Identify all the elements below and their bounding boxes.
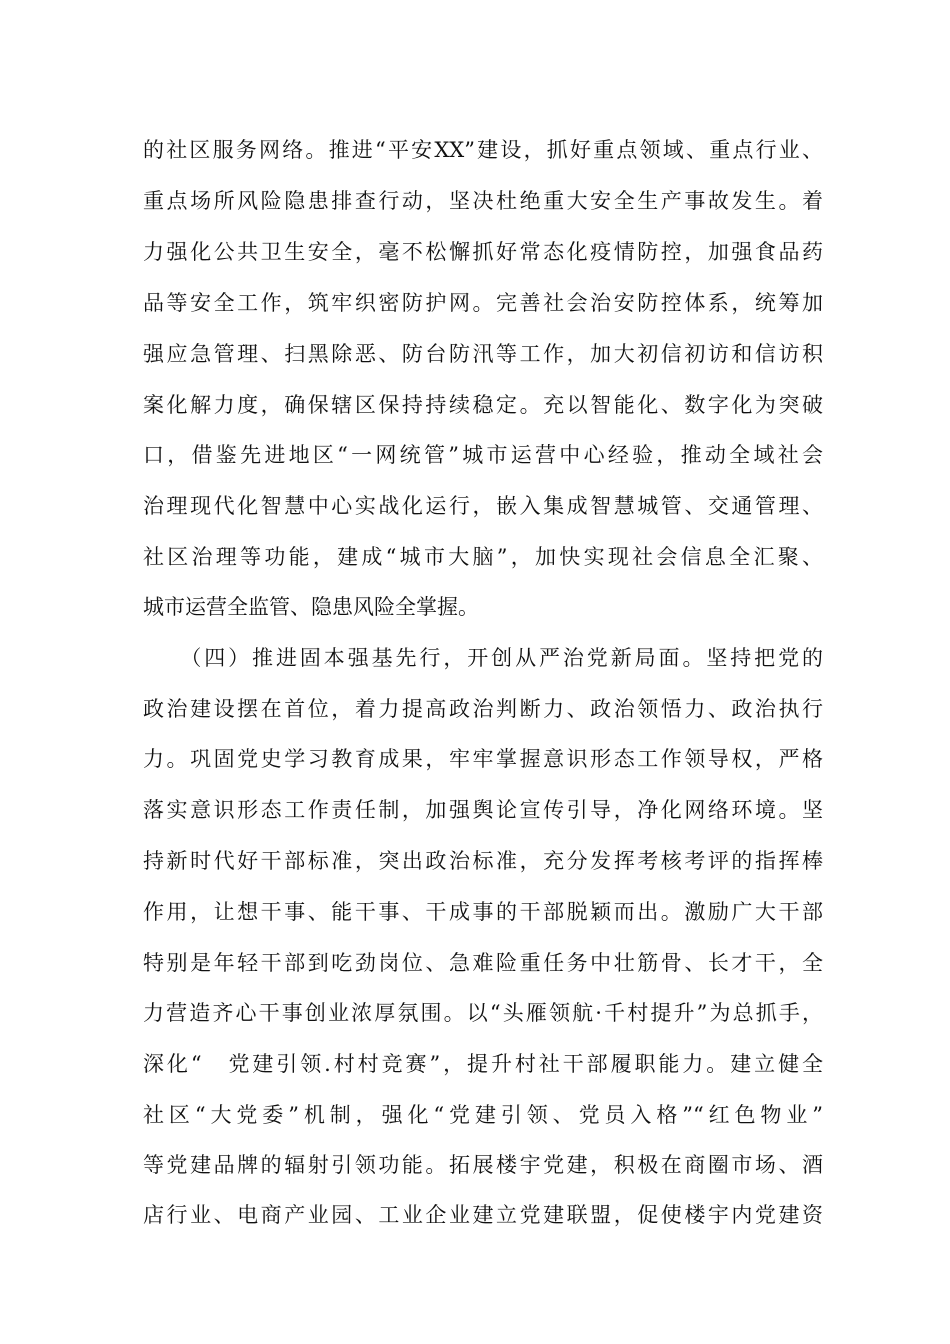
text-line: 店行业、电商产业园、工业企业建立党建联盟，促使楼宇内党建资 [143, 1203, 823, 1227]
text-line: 特别是年轻干部到吃劲岗位、急难险重任务中壮筋骨、长才干，全 [143, 951, 823, 975]
text-line: 等党建品牌的辐射引领功能。拓展楼宇党建，积极在商圈市场、酒 [143, 1153, 823, 1177]
text-line: 作用，让想干事、能干事、干成事的干部脱颖而出。激励广大干部 [143, 900, 823, 924]
text-line: 的社区服务网络。推进“平安XX”建设，抓好重点领域、重点行业、 [143, 138, 823, 162]
text-line: 持新时代好干部标准，突出政治标准，充分发挥考核考评的指挥棒 [143, 849, 823, 873]
text-line: 案化解力度，确保辖区保持持续稳定。充以智能化、数字化为突破 [143, 393, 823, 417]
text-line: 社区治理等功能，建成“城市大脑”，加快实现社会信息全汇聚、 [143, 545, 823, 569]
text-line: 力强化公共卫生安全，毫不松懈抓好常态化疫情防控，加强食品药 [143, 240, 823, 264]
text-line: 力。巩固党史学习教育成果，牢牢掌握意识形态工作领导权，严格 [143, 747, 823, 771]
section-heading-line: （四）推进固本强基先行，开创从严治党新局面。坚持把党的 [143, 646, 823, 670]
text-line: 重点场所风险隐患排查行动，坚决杜绝重大安全生产事故发生。着 [143, 189, 823, 213]
text-line: 口，借鉴先进地区“一网统管”城市运营中心经验，推动全域社会 [143, 443, 823, 467]
text-line: 社区“大党委”机制，强化“党建引领、党员入格”“红色物业” [143, 1103, 823, 1127]
text-line: 力营造齐心干事创业浓厚氛围。以“头雁领航·千村提升”为总抓手， [143, 1001, 823, 1025]
text-line: 品等安全工作，筑牢织密防护网。完善社会治安防控体系，统筹加 [143, 291, 823, 315]
text-line: 城市运营全监管、隐患风险全掌握。 [143, 595, 479, 619]
text-line: 治理现代化智慧中心实战化运行，嵌入集成智慧城管、交通管理、 [143, 494, 823, 518]
text-line: 政治建设摆在首位，着力提高政治判断力、政治领悟力、政治执行 [143, 697, 823, 721]
text-line: 强应急管理、扫黑除恶、防台防汛等工作，加大初信初访和信访积 [143, 342, 823, 366]
text-line: 深化“ 党建引领.村村竞赛”，提升村社干部履职能力。建立健全 [143, 1052, 823, 1076]
text-line: 落实意识形态工作责任制，加强舆论宣传引导，净化网络环境。坚 [143, 798, 823, 822]
